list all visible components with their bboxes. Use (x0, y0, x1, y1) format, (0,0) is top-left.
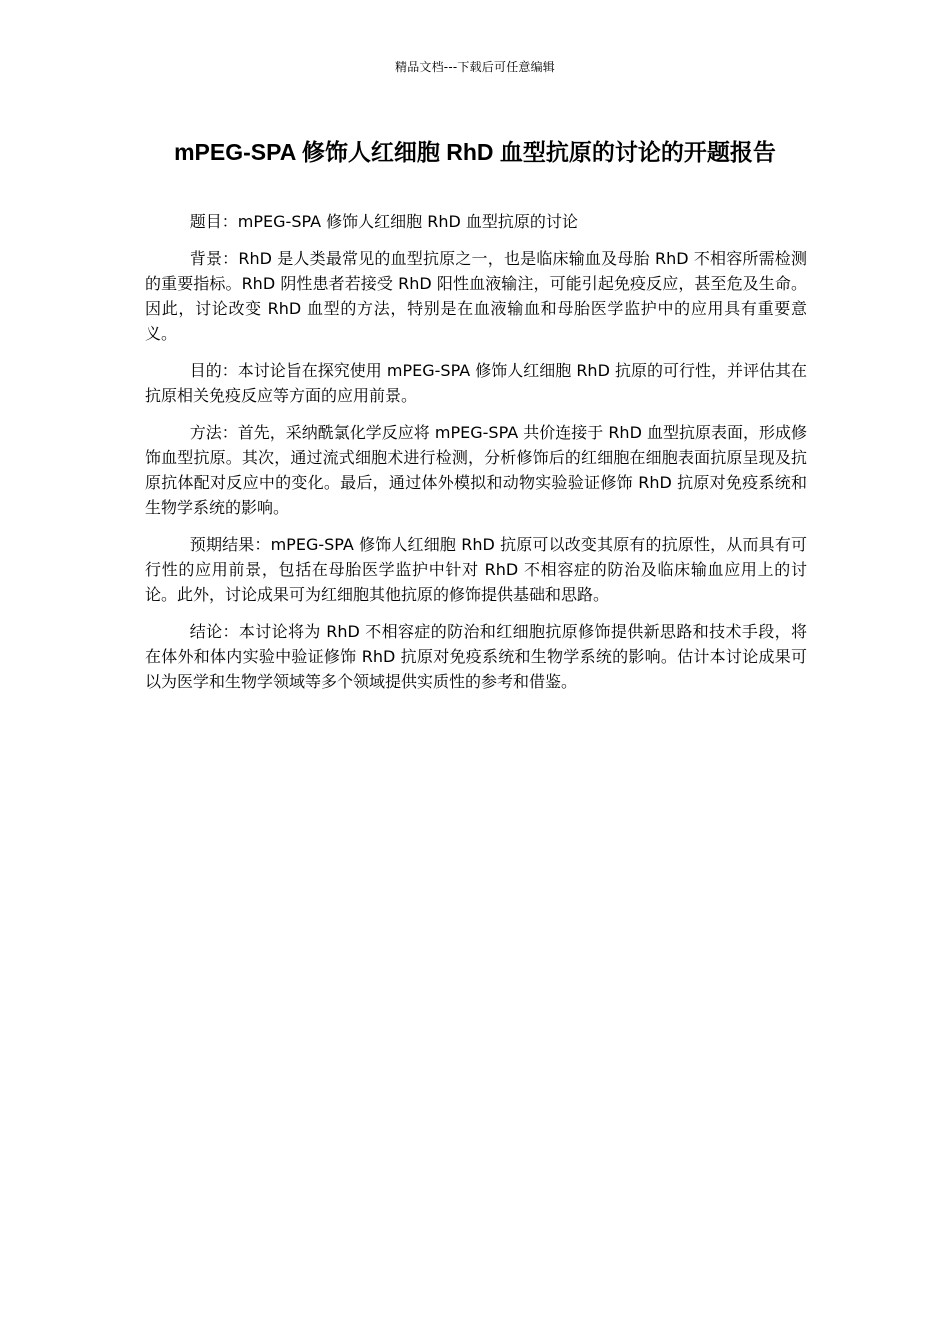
header-note: 精品文档---下载后可任意编辑 (395, 60, 555, 74)
paragraph-topic: 题目：mPEG-SPA 修饰人红细胞 RhD 血型抗原的讨论 (189, 212, 578, 231)
paragraph-expected-results: 预期结果：mPEG-SPA 修饰人红细胞 RhD 抗原可以改变其原有的抗原性，从而具有可行性的应用前景，包括在母胎医学监护中针对 RhD 不相容症的防治及临床输血应用上的讨论。此外，讨论成果可为红细胞其他抗原的修饰提供基础和思路。 (145, 535, 807, 604)
paragraph-background: 背景：RhD 是人类最常见的血型抗原之一，也是临床输血及母胎 RhD 不相容所需检测的重要指标。RhD 阴性患者若接受 RhD 阳性血液输注，可能引起免疫反应，甚至危及生命。因此，讨论改变 RhD 血型的方法，特别是在血液输血和母胎医学监护中的应用具有重要意义。 (145, 249, 807, 343)
document-body (145, 209, 807, 706)
document-title: mPEG-SPA 修饰人红细胞 RhD 血型抗原的讨论的开题报告 (174, 139, 776, 165)
paragraph-purpose: 目的：本讨论旨在探究使用 mPEG-SPA 修饰人红细胞 RhD 抗原的可行性，并评估其在抗原相关免疫反应等方面的应用前景。 (145, 361, 807, 405)
paragraph-method: 方法：首先，采纳酰氯化学反应将 mPEG-SPA 共价连接于 RhD 血型抗原表面，形成修饰血型抗原。其次，通过流式细胞术进行检测，分析修饰后的红细胞在细胞表面抗原呈现及抗原抗体配对反应中的变化。最后，通过体外模拟和动物实验验证修饰 RhD 抗原对免疫系统和生物学系统的影响。 (145, 423, 807, 517)
paragraph-conclusion: 结论：本讨论将为 RhD 不相容症的防治和红细胞抗原修饰提供新思路和技术手段，将在体外和体内实验中验证修饰 RhD 抗原对免疫系统和生物学系统的影响。估计本讨论成果可以为医学和生物学领域等多个领域提供实质性的参考和借鉴。 (145, 622, 807, 691)
